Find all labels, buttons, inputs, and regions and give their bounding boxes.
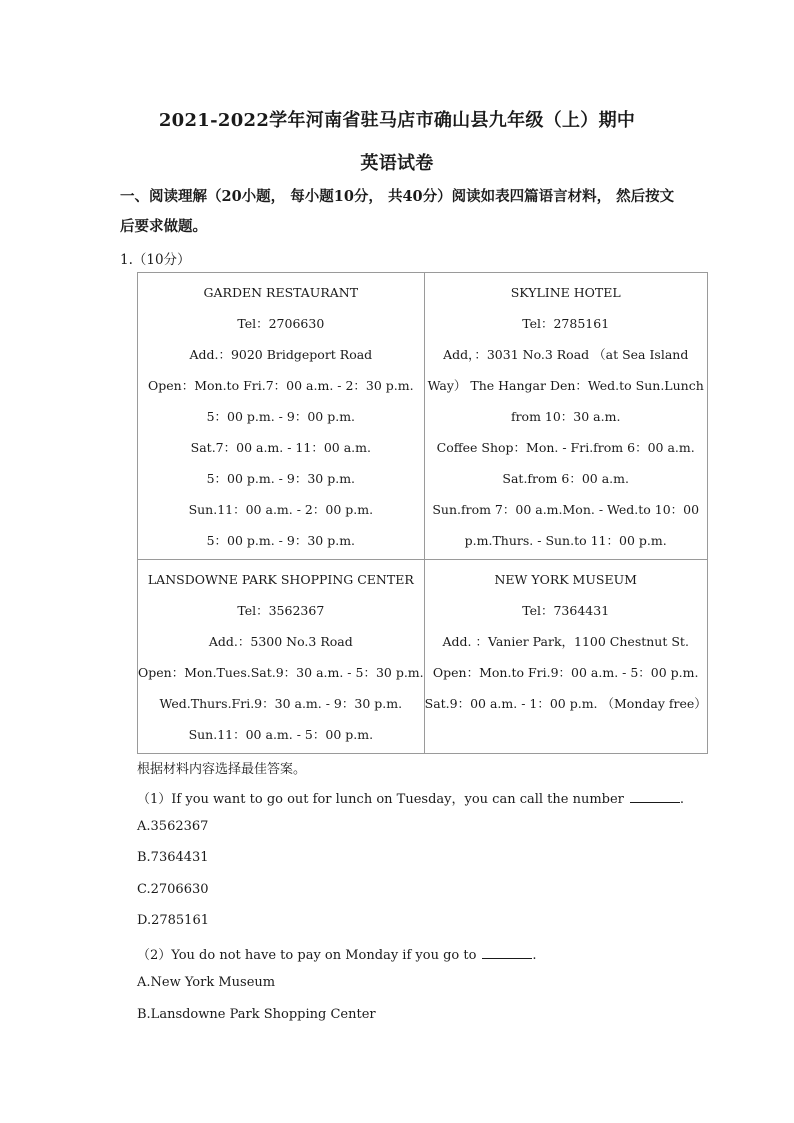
ad-line: Sat.7：00 a.m. - 11：00 a.m. xyxy=(190,440,371,455)
option-a: A.New York Museum xyxy=(137,975,276,990)
ad-line: Sun.11：00 a.m. - 2：00 p.m. xyxy=(188,502,374,517)
ads-table xyxy=(137,272,708,754)
question-end: . xyxy=(532,948,537,963)
option-c: C.2706630 xyxy=(137,882,209,897)
section-heading: 一、阅读理解（20小题， 每小题10分， 共40分）阅读如表四篇语言材料， 然后按文后要求做题。 xyxy=(120,188,675,235)
answer-blank xyxy=(482,946,532,959)
ad-line: 5：00 p.m. - 9：30 p.m. xyxy=(206,471,356,486)
exam-subtitle: 英语试卷 xyxy=(360,153,434,174)
ad-cell-new-york-museum xyxy=(424,560,707,754)
ad-line: Tel：2706630 xyxy=(237,316,325,331)
question-number: 1.（10分） xyxy=(120,252,191,268)
option-b: B.Lansdowne Park Shopping Center xyxy=(137,1007,376,1022)
ad-line: from 10：30 a.m. xyxy=(510,409,621,424)
ad-line: 5：00 p.m. - 9：30 p.m. xyxy=(206,533,356,548)
ad-line: Coffee Shop：Mon. - Fri.from 6：00 a.m. xyxy=(436,440,695,455)
ad-line: 5：00 p.m. - 9：00 p.m. xyxy=(206,409,356,424)
ad-line: Way） The Hangar Den：Wed.to Sun.Lunch xyxy=(427,378,704,393)
question-stem-text: （2）You do not have to pay on Monday if you go to xyxy=(137,948,477,963)
ad-line: Tel：7364431 xyxy=(522,603,610,618)
instruction: 根据材料内容选择最佳答案。 xyxy=(137,762,307,777)
ad-cell-lansdowne-park xyxy=(138,560,425,754)
ad-line: Tel：2785161 xyxy=(522,316,610,331)
ad-line: Sun.11：00 a.m. - 5：00 p.m. xyxy=(188,727,374,742)
ad-line: LANSDOWNE PARK SHOPPING CENTER xyxy=(147,572,414,587)
ad-line: Open：Mon.to Fri.9：00 a.m. - 5：00 p.m. xyxy=(432,665,699,680)
ad-line: Sat.9：00 a.m. - 1：00 p.m. （Monday free） xyxy=(424,696,707,711)
answer-blank xyxy=(630,790,680,803)
ad-line: Add. ：Vanier Park，1100 Chestnut St. xyxy=(442,634,689,649)
ad-line: NEW YORK MUSEUM xyxy=(494,572,637,587)
ad-line: Sat.from 6：00 a.m. xyxy=(502,471,629,486)
question-end: . xyxy=(679,792,685,807)
ad-line: p.m.Thurs. - Sun.to 11：00 p.m. xyxy=(464,533,667,548)
option-d: D.2785161 xyxy=(137,913,209,928)
ad-line: Tel：3562367 xyxy=(237,603,325,618)
ad-line: GARDEN RESTAURANT xyxy=(203,285,359,300)
option-a: A.3562367 xyxy=(137,819,209,834)
ad-line: Add.：5300 No.3 Road xyxy=(208,634,353,649)
ad-line: Add.：9020 Bridgeport Road xyxy=(189,347,373,362)
ad-line: Add，：3031 No.3 Road （at Sea Island xyxy=(443,347,689,362)
question-1-stem xyxy=(137,788,684,807)
ad-cell-garden-restaurant xyxy=(138,273,425,560)
exam-title: 2021-2022学年河南省驻马店市确山县九年级（上）期中 xyxy=(158,110,636,131)
question-2-stem xyxy=(137,944,537,963)
option-b: B.7364431 xyxy=(137,850,209,865)
question-stem-text: （1）If you want to go out for lunch on Tuesday，you can call the number xyxy=(137,792,624,807)
ad-line: SKYLINE HOTEL xyxy=(510,285,621,300)
ad-line: Open：Mon.Tues.Sat.9：30 a.m. - 5：30 p.m. xyxy=(138,665,424,680)
ad-line: Open：Mon.to Fri.7：00 a.m. - 2：30 p.m. xyxy=(148,378,414,393)
ad-line: Wed.Thurs.Fri.9：30 a.m. - 9：30 p.m. xyxy=(159,696,403,711)
ad-cell-skyline-hotel xyxy=(424,273,707,560)
ad-line: Sun.from 7：00 a.m.Mon. - Wed.to 10：00 xyxy=(432,502,700,517)
